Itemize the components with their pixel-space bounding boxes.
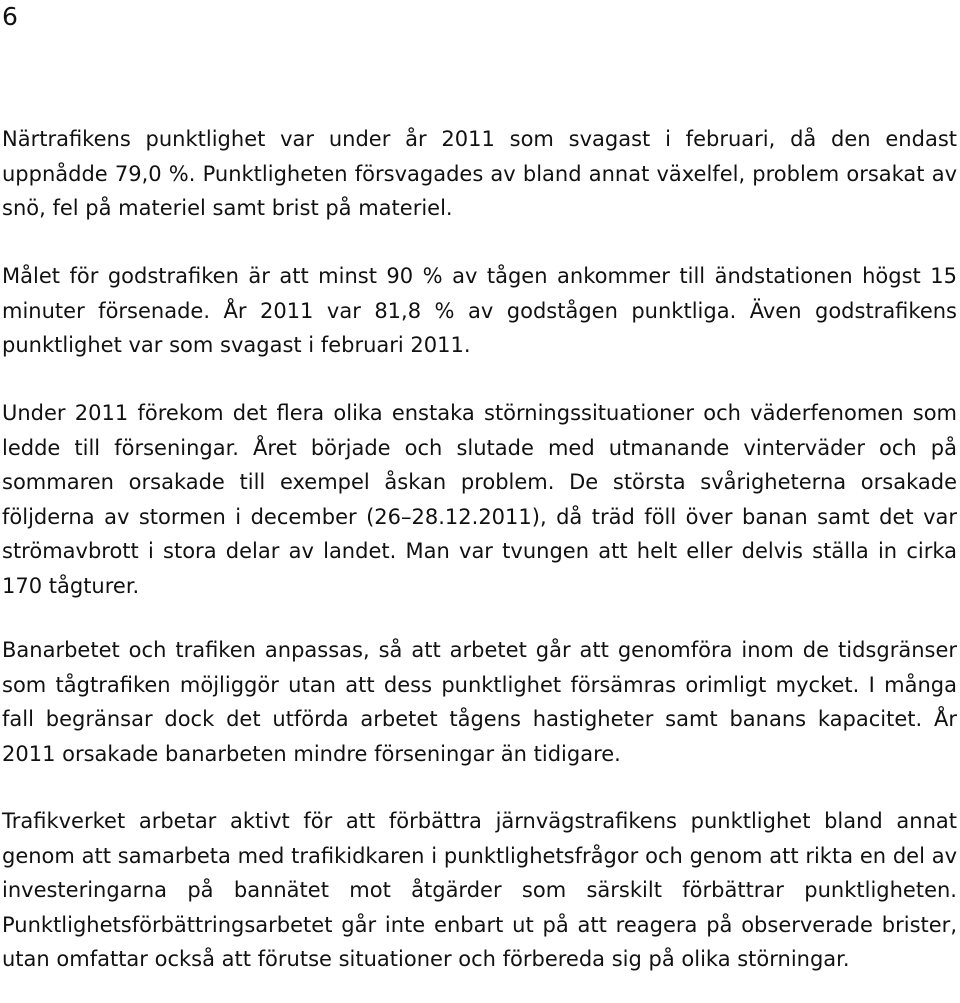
paragraph-storningssituationer: Under 2011 förekom det flera olika enstaka störningssituationer och väderfenomen som ledde till förseningar. Året började och slutade med utmanande vinterväder och på sommaren orsakade till exempel åskan problem. De största svårigheterna orsakade följderna av stormen i december (26–28.12.2011), då träd föll över banan samt det var strömavbrott i stora delar av landet. Man var tvungen att helt eller delvis ställa in cirka 170 tågturer. <box>2 401 957 598</box>
paragraph-banarbete: Banarbetet och trafiken anpassas, så att arbetet går att genomföra inom de tidsgränser som tågtrafiken möjliggör utan att dess punktlighet försämras orimligt mycket. I många fall begränsar dock det utförda arbetet tågens hastigheter samt banans kapacitet. År 2011 orsakade banarbeten mindre förseningar än tidigare. <box>2 638 957 766</box>
paragraph-trafikverket-arbete: Trafikverket arbetar aktivt för att förbättra järnvägstrafikens punktlighet bland annat genom att samarbeta med trafikidkaren i punktlighetsfrågor och genom att rikta en del av investeringarna på bannätet mot åtgärder som särskilt förbättrar punktligheten. Punktlighetsförbättringsarbetet går inte enbart ut på att reagera på observerade brister, utan omfattar också att förutse situationer och förbereda sig på olika störningar. <box>2 809 957 971</box>
paragraph-nartrafik-punktlighet: Närtrafikens punktlighet var under år 2011 som svagast i februari, då den endast uppnådde 79,0 %. Punktligheten försvagades av bland annat växelfel, problem orsakat av snö, fel på materiel samt brist på materiel. <box>2 127 957 220</box>
page-number: 6 <box>2 2 18 31</box>
paragraph-godstrafik-mal: Målet för godstrafiken är att minst 90 % av tågen ankommer till ändstationen högst 15 minuter försenade. År 2011 var 81,8 % av godstågen punktliga. Även godstrafikens punktlighet var som svagast i februari 2011. <box>2 264 957 357</box>
